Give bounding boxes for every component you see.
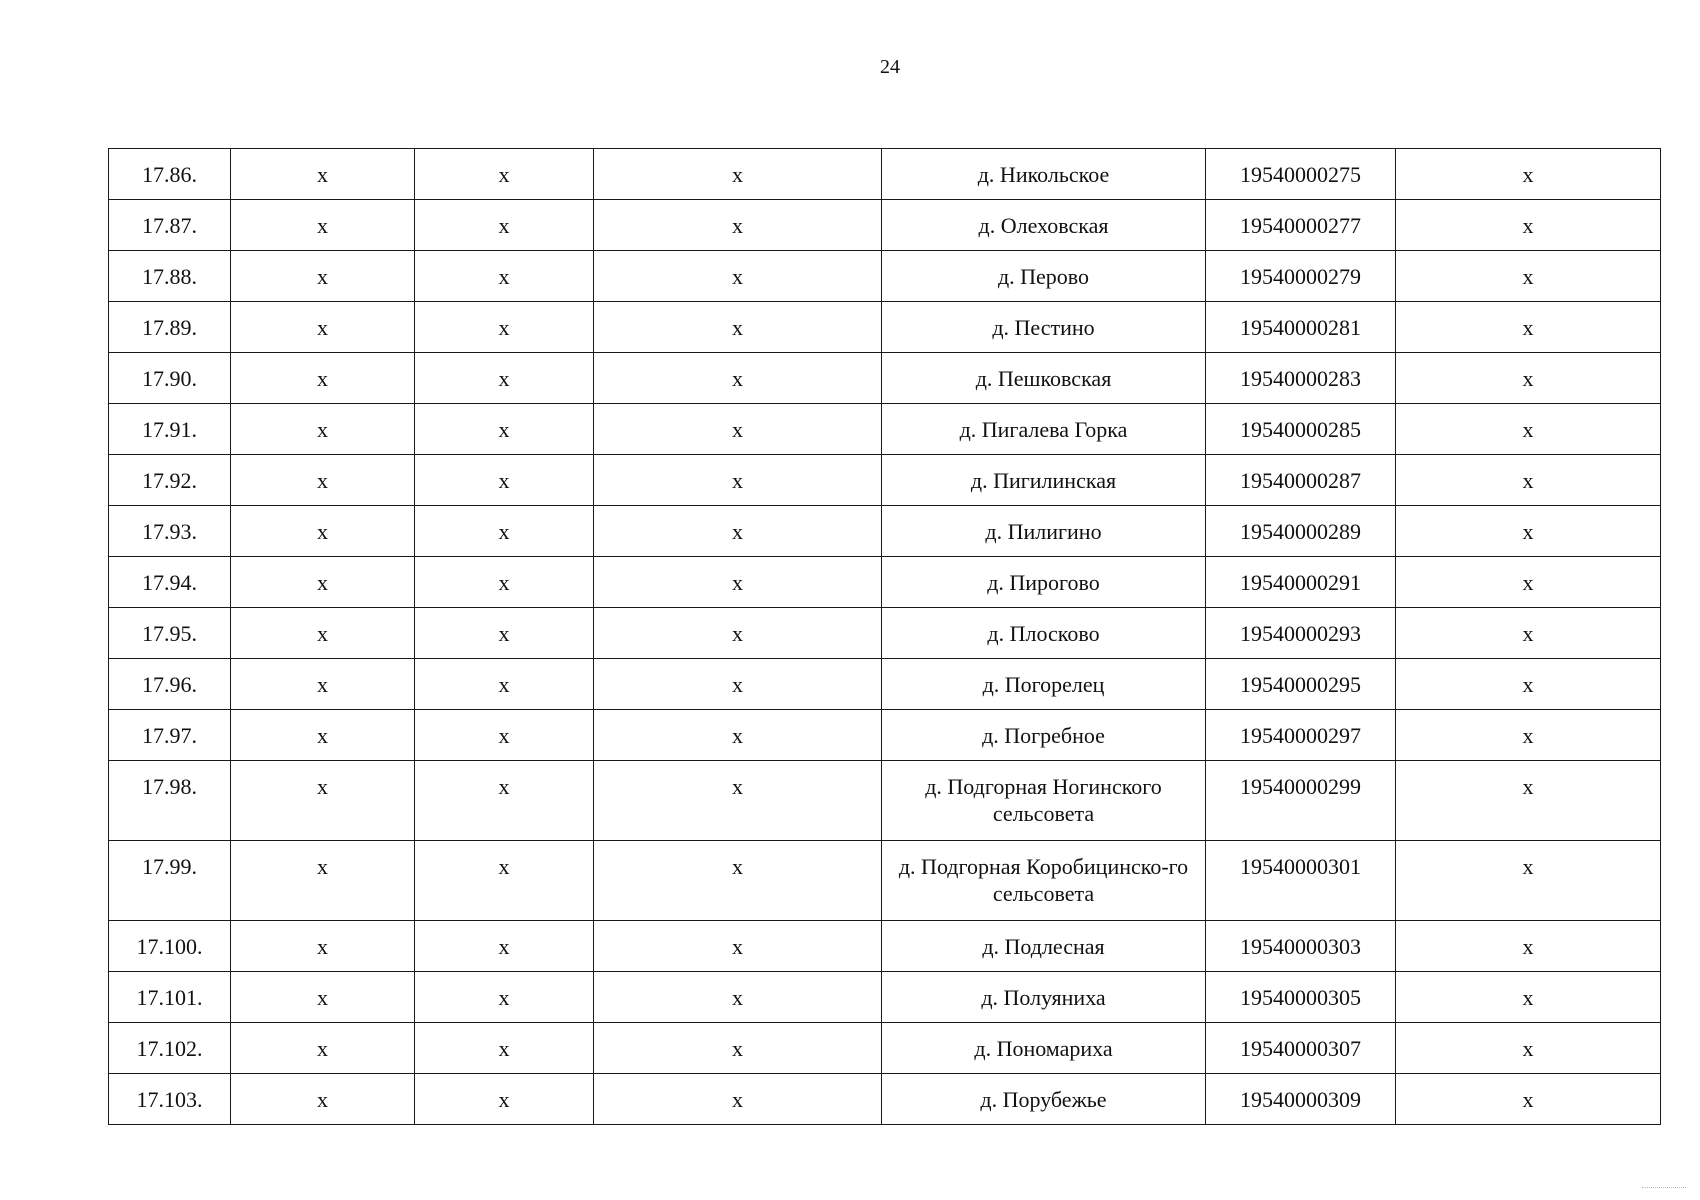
code-cell: 19540000285 [1206, 404, 1396, 455]
x-cell: x [415, 1023, 594, 1074]
table-row [109, 761, 1661, 841]
x-cell: x [231, 200, 415, 251]
table-row [109, 608, 1661, 659]
x-cell: x [1396, 1074, 1661, 1125]
code-cell: 19540000305 [1206, 972, 1396, 1023]
x-cell: x [1396, 353, 1661, 404]
x-cell: x [231, 1074, 415, 1125]
table-row [109, 455, 1661, 506]
code-cell: 19540000299 [1206, 761, 1396, 841]
row-number-cell: 17.102. [109, 1023, 231, 1074]
x-cell: x [594, 1023, 882, 1074]
x-cell: x [1396, 608, 1661, 659]
x-cell: x [415, 921, 594, 972]
x-cell: x [231, 659, 415, 710]
x-cell: x [1396, 921, 1661, 972]
code-cell: 19540000277 [1206, 200, 1396, 251]
settlement-name-cell: д. Подлесная [882, 921, 1206, 972]
x-cell: x [231, 149, 415, 200]
x-cell: x [415, 404, 594, 455]
settlement-name-cell: д. Олеховская [882, 200, 1206, 251]
x-cell: x [1396, 557, 1661, 608]
row-number-cell: 17.91. [109, 404, 231, 455]
table-row [109, 251, 1661, 302]
settlement-name-cell: д. Погорелец [882, 659, 1206, 710]
x-cell: x [415, 302, 594, 353]
code-cell: 19540000297 [1206, 710, 1396, 761]
x-cell: x [231, 841, 415, 921]
settlement-name-cell: д. Подгорная Ногинского сельсовета [882, 761, 1206, 841]
x-cell: x [231, 1023, 415, 1074]
x-cell: x [594, 557, 882, 608]
row-number-cell: 17.96. [109, 659, 231, 710]
row-number-cell: 17.93. [109, 506, 231, 557]
table-row [109, 557, 1661, 608]
x-cell: x [594, 251, 882, 302]
scan-artifact [1642, 1187, 1686, 1192]
x-cell: x [594, 149, 882, 200]
x-cell: x [1396, 710, 1661, 761]
row-number-cell: 17.90. [109, 353, 231, 404]
x-cell: x [231, 761, 415, 841]
x-cell: x [1396, 455, 1661, 506]
settlement-name-cell: д. Пилигино [882, 506, 1206, 557]
code-cell: 19540000307 [1206, 1023, 1396, 1074]
table-row [109, 302, 1661, 353]
x-cell: x [415, 1074, 594, 1125]
x-cell: x [1396, 659, 1661, 710]
settlement-name-cell: д. Полуяниха [882, 972, 1206, 1023]
settlement-name-cell: д. Никольское [882, 149, 1206, 200]
x-cell: x [594, 200, 882, 251]
x-cell: x [231, 404, 415, 455]
x-cell: x [415, 455, 594, 506]
code-cell: 19540000293 [1206, 608, 1396, 659]
x-cell: x [1396, 200, 1661, 251]
table-row [109, 353, 1661, 404]
x-cell: x [415, 659, 594, 710]
x-cell: x [231, 710, 415, 761]
settlement-name-cell: д. Пигилинская [882, 455, 1206, 506]
row-number-cell: 17.94. [109, 557, 231, 608]
row-number-cell: 17.88. [109, 251, 231, 302]
x-cell: x [231, 302, 415, 353]
x-cell: x [594, 841, 882, 921]
code-cell: 19540000295 [1206, 659, 1396, 710]
row-number-cell: 17.92. [109, 455, 231, 506]
x-cell: x [1396, 841, 1661, 921]
x-cell: x [594, 761, 882, 841]
settlement-name-cell: д. Пестино [882, 302, 1206, 353]
x-cell: x [231, 921, 415, 972]
row-number-cell: 17.98. [109, 761, 231, 841]
page-header [0, 56, 1700, 86]
table-row [109, 200, 1661, 251]
x-cell: x [231, 972, 415, 1023]
x-cell: x [594, 659, 882, 710]
code-cell: 19540000283 [1206, 353, 1396, 404]
row-number-cell: 17.101. [109, 972, 231, 1023]
x-cell: x [594, 972, 882, 1023]
x-cell: x [415, 608, 594, 659]
row-number-cell: 17.99. [109, 841, 231, 921]
row-number-cell: 17.87. [109, 200, 231, 251]
x-cell: x [415, 200, 594, 251]
table-row [109, 659, 1661, 710]
x-cell: x [594, 608, 882, 659]
settlement-name-cell: д. Пешковская [882, 353, 1206, 404]
x-cell: x [231, 557, 415, 608]
x-cell: x [415, 761, 594, 841]
x-cell: x [594, 353, 882, 404]
x-cell: x [415, 972, 594, 1023]
x-cell: x [231, 608, 415, 659]
page-number: 24 [880, 56, 900, 78]
x-cell: x [231, 455, 415, 506]
settlement-name-cell: д. Перово [882, 251, 1206, 302]
settlement-name-cell: д. Пигалева Горка [882, 404, 1206, 455]
x-cell: x [1396, 404, 1661, 455]
row-number-cell: 17.95. [109, 608, 231, 659]
x-cell: x [1396, 761, 1661, 841]
x-cell: x [594, 921, 882, 972]
x-cell: x [594, 1074, 882, 1125]
settlement-name-cell: д. Пирогово [882, 557, 1206, 608]
code-cell: 19540000301 [1206, 841, 1396, 921]
code-cell: 19540000275 [1206, 149, 1396, 200]
row-number-cell: 17.100. [109, 921, 231, 972]
code-cell: 19540000289 [1206, 506, 1396, 557]
table-row [109, 506, 1661, 557]
x-cell: x [415, 353, 594, 404]
row-number-cell: 17.97. [109, 710, 231, 761]
settlement-name-cell: д. Пономариха [882, 1023, 1206, 1074]
x-cell: x [594, 455, 882, 506]
x-cell: x [415, 251, 594, 302]
x-cell: x [231, 506, 415, 557]
settlement-name-cell: д. Подгорная Коробицинско-го сельсовета [882, 841, 1206, 921]
x-cell: x [415, 149, 594, 200]
x-cell: x [415, 506, 594, 557]
code-cell: 19540000291 [1206, 557, 1396, 608]
x-cell: x [231, 353, 415, 404]
x-cell: x [1396, 1023, 1661, 1074]
table-row [109, 972, 1661, 1023]
row-number-cell: 17.103. [109, 1074, 231, 1125]
table-row [109, 149, 1661, 200]
x-cell: x [594, 506, 882, 557]
settlements-table [108, 148, 1661, 1125]
x-cell: x [1396, 302, 1661, 353]
x-cell: x [415, 710, 594, 761]
settlement-name-cell: д. Погребное [882, 710, 1206, 761]
code-cell: 19540000303 [1206, 921, 1396, 972]
table-row [109, 1074, 1661, 1125]
settlements-table-body [109, 149, 1661, 1125]
x-cell: x [594, 404, 882, 455]
row-number-cell: 17.86. [109, 149, 231, 200]
code-cell: 19540000309 [1206, 1074, 1396, 1125]
x-cell: x [1396, 149, 1661, 200]
x-cell: x [231, 251, 415, 302]
table-row [109, 841, 1661, 921]
x-cell: x [415, 557, 594, 608]
table-row [109, 921, 1661, 972]
code-cell: 19540000287 [1206, 455, 1396, 506]
x-cell: x [594, 302, 882, 353]
code-cell: 19540000281 [1206, 302, 1396, 353]
settlement-name-cell: д. Плосково [882, 608, 1206, 659]
row-number-cell: 17.89. [109, 302, 231, 353]
settlement-name-cell: д. Порубежье [882, 1074, 1206, 1125]
table-row [109, 404, 1661, 455]
table-row [109, 710, 1661, 761]
x-cell: x [594, 710, 882, 761]
x-cell: x [415, 841, 594, 921]
code-cell: 19540000279 [1206, 251, 1396, 302]
x-cell: x [1396, 251, 1661, 302]
table-row [109, 1023, 1661, 1074]
x-cell: x [1396, 972, 1661, 1023]
x-cell: x [1396, 506, 1661, 557]
